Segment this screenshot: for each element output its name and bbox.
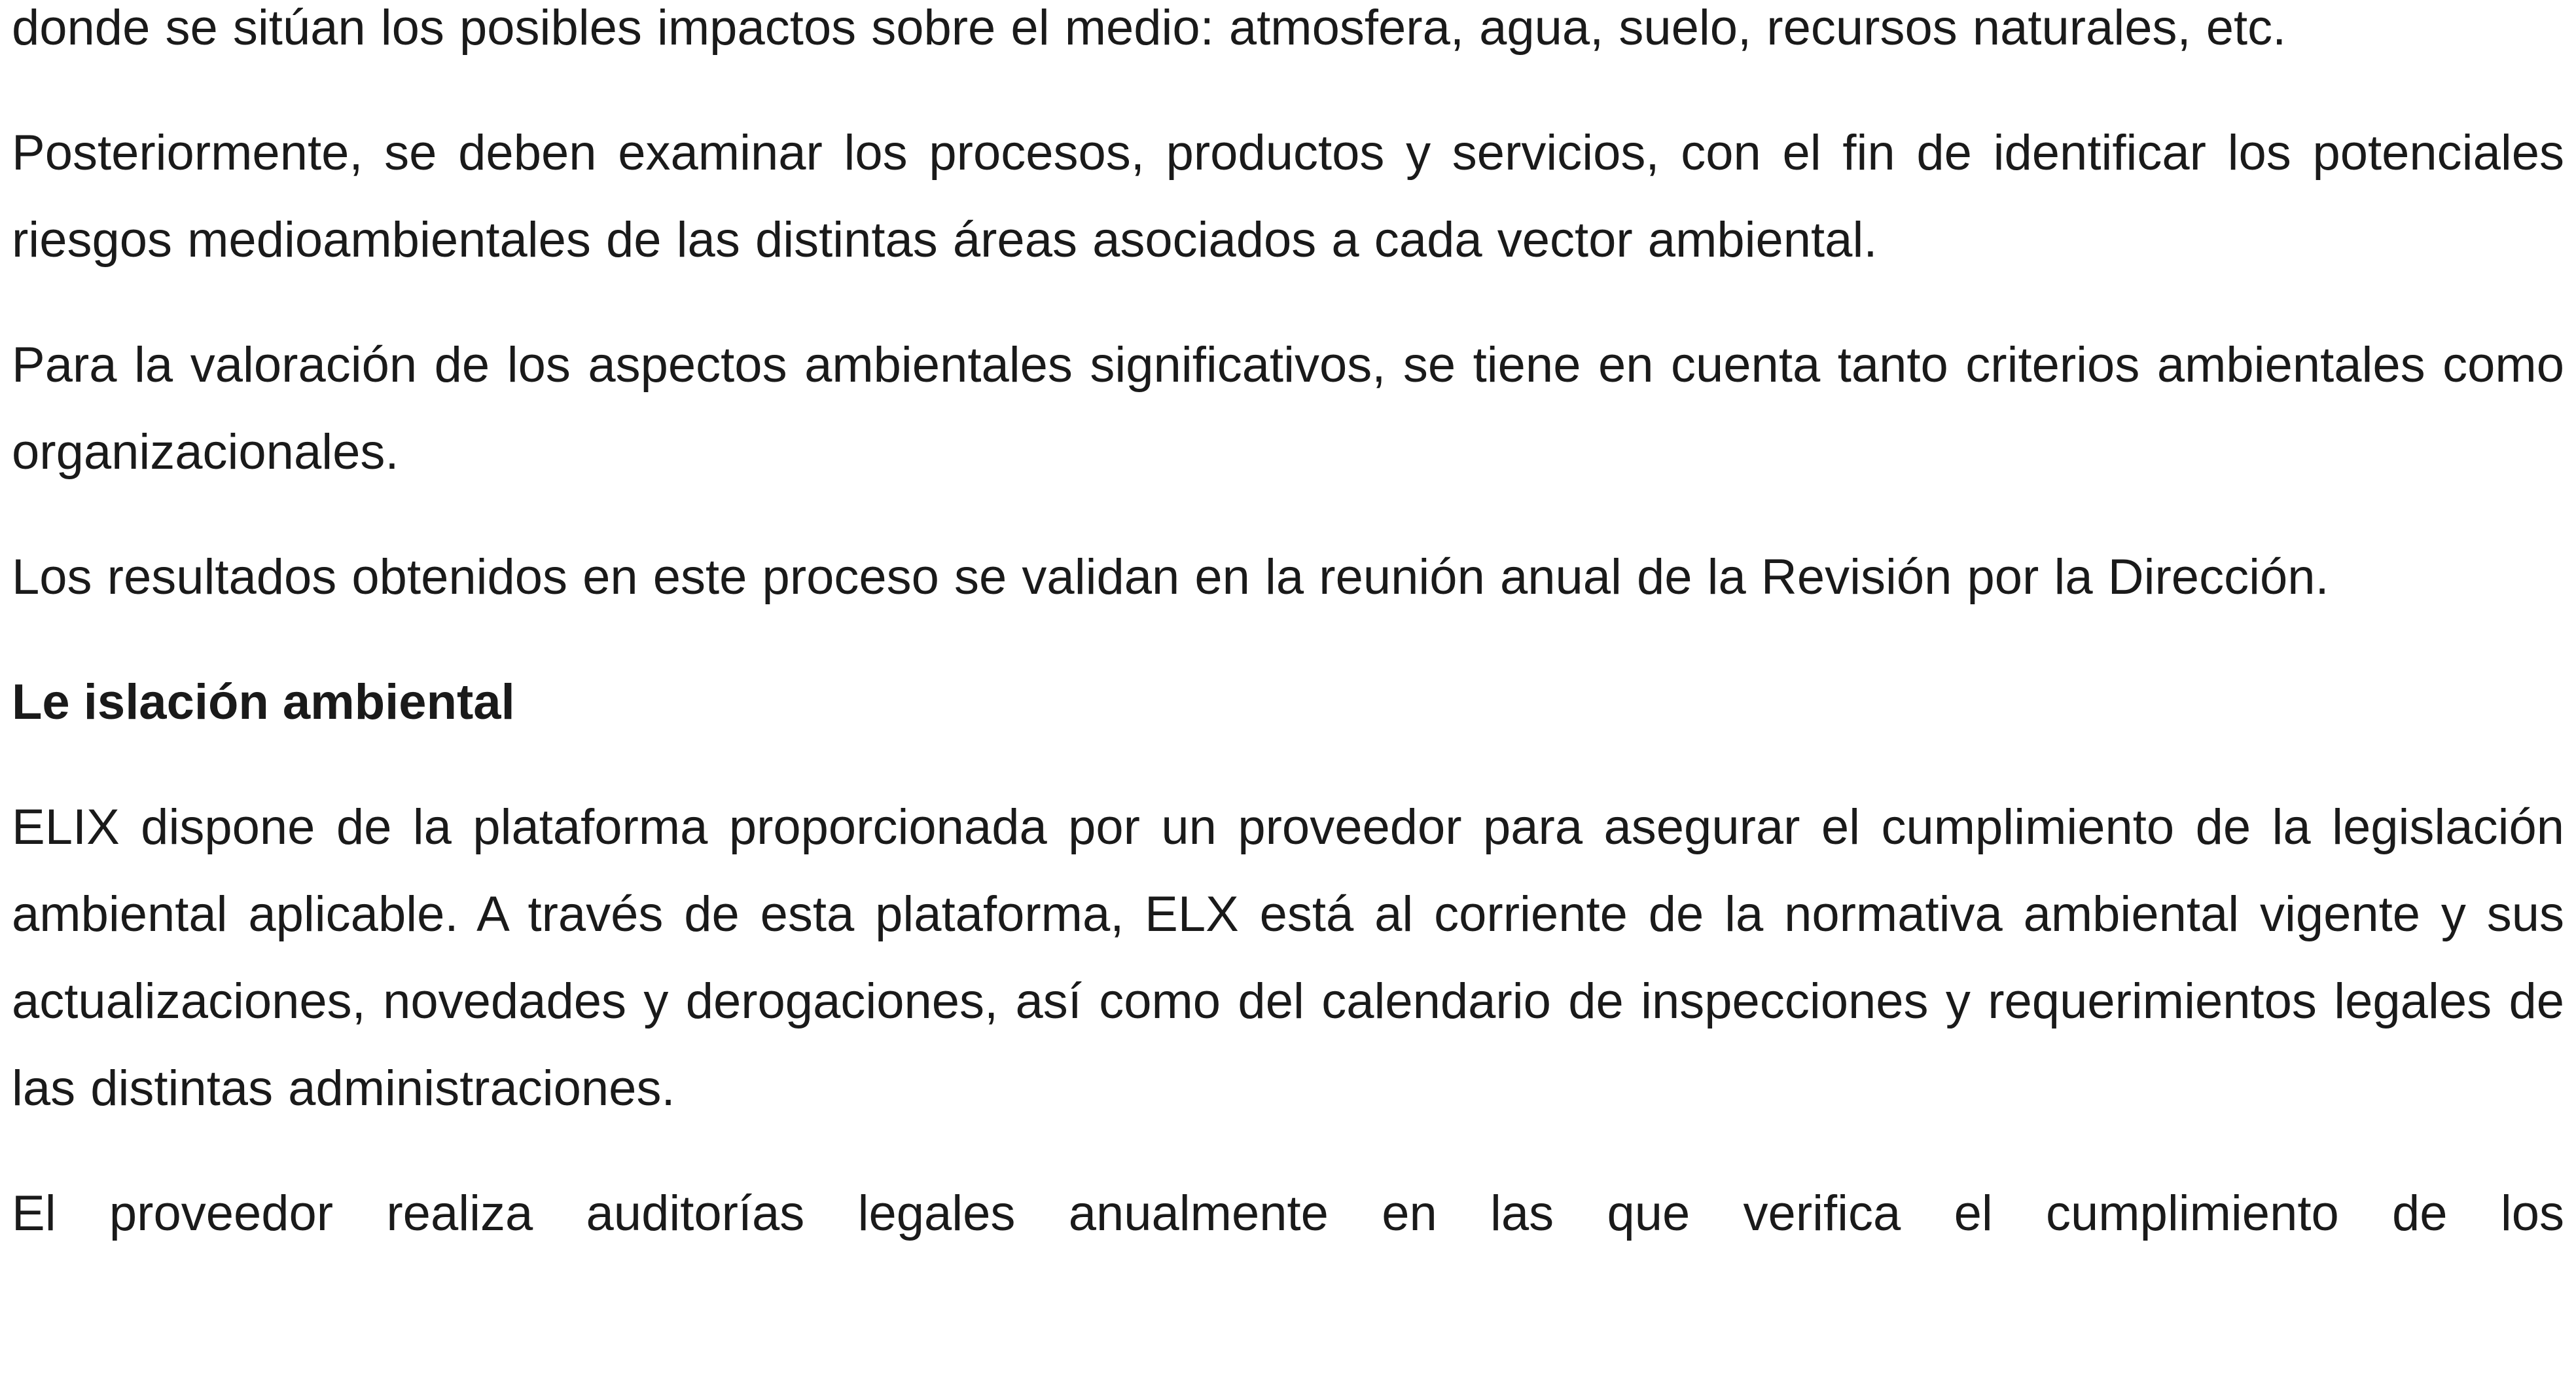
paragraph-processes: Posteriormente, se deben examinar los procesos, productos y servicios, con el fin de identificar los potenciales riesgos medioambientales de las distintas áreas asociados a cada vector ambiental. bbox=[12, 125, 2564, 268]
paragraph-platform: ELIX dispone de la plataforma proporcionada por un proveedor para asegurar el cumplimiento de la legislación ambiental aplicable. A través de esta plataforma, ELX está al corriente de la normativa ambiental vigente y sus actualizaciones, novedades y derogaciones, así como del calendario de inspecciones y requerimientos legales de las distintas administraciones. bbox=[12, 799, 2564, 1116]
paragraph-results: Los resultados obtenidos en este proceso se validan en la reunión anual de la Revisión por la Dirección. bbox=[12, 549, 2329, 605]
paragraph-valuation: Para la valoración de los aspectos ambientales significativos, se tiene en cuenta tanto criterios ambientales como organizacionales. bbox=[12, 337, 2564, 480]
paragraph-impacts: donde se sitúan los posibles impactos sobre el medio: atmosfera, agua, suelo, recursos naturales, etc. bbox=[12, 0, 2287, 56]
section-heading: Le islación ambiental bbox=[12, 674, 515, 730]
paragraph-audits-partial: El proveedor realiza auditorías legales anualmente en las que verifica el cumplimiento de los bbox=[12, 1186, 2564, 1241]
document-page bbox=[12, 0, 2564, 1257]
